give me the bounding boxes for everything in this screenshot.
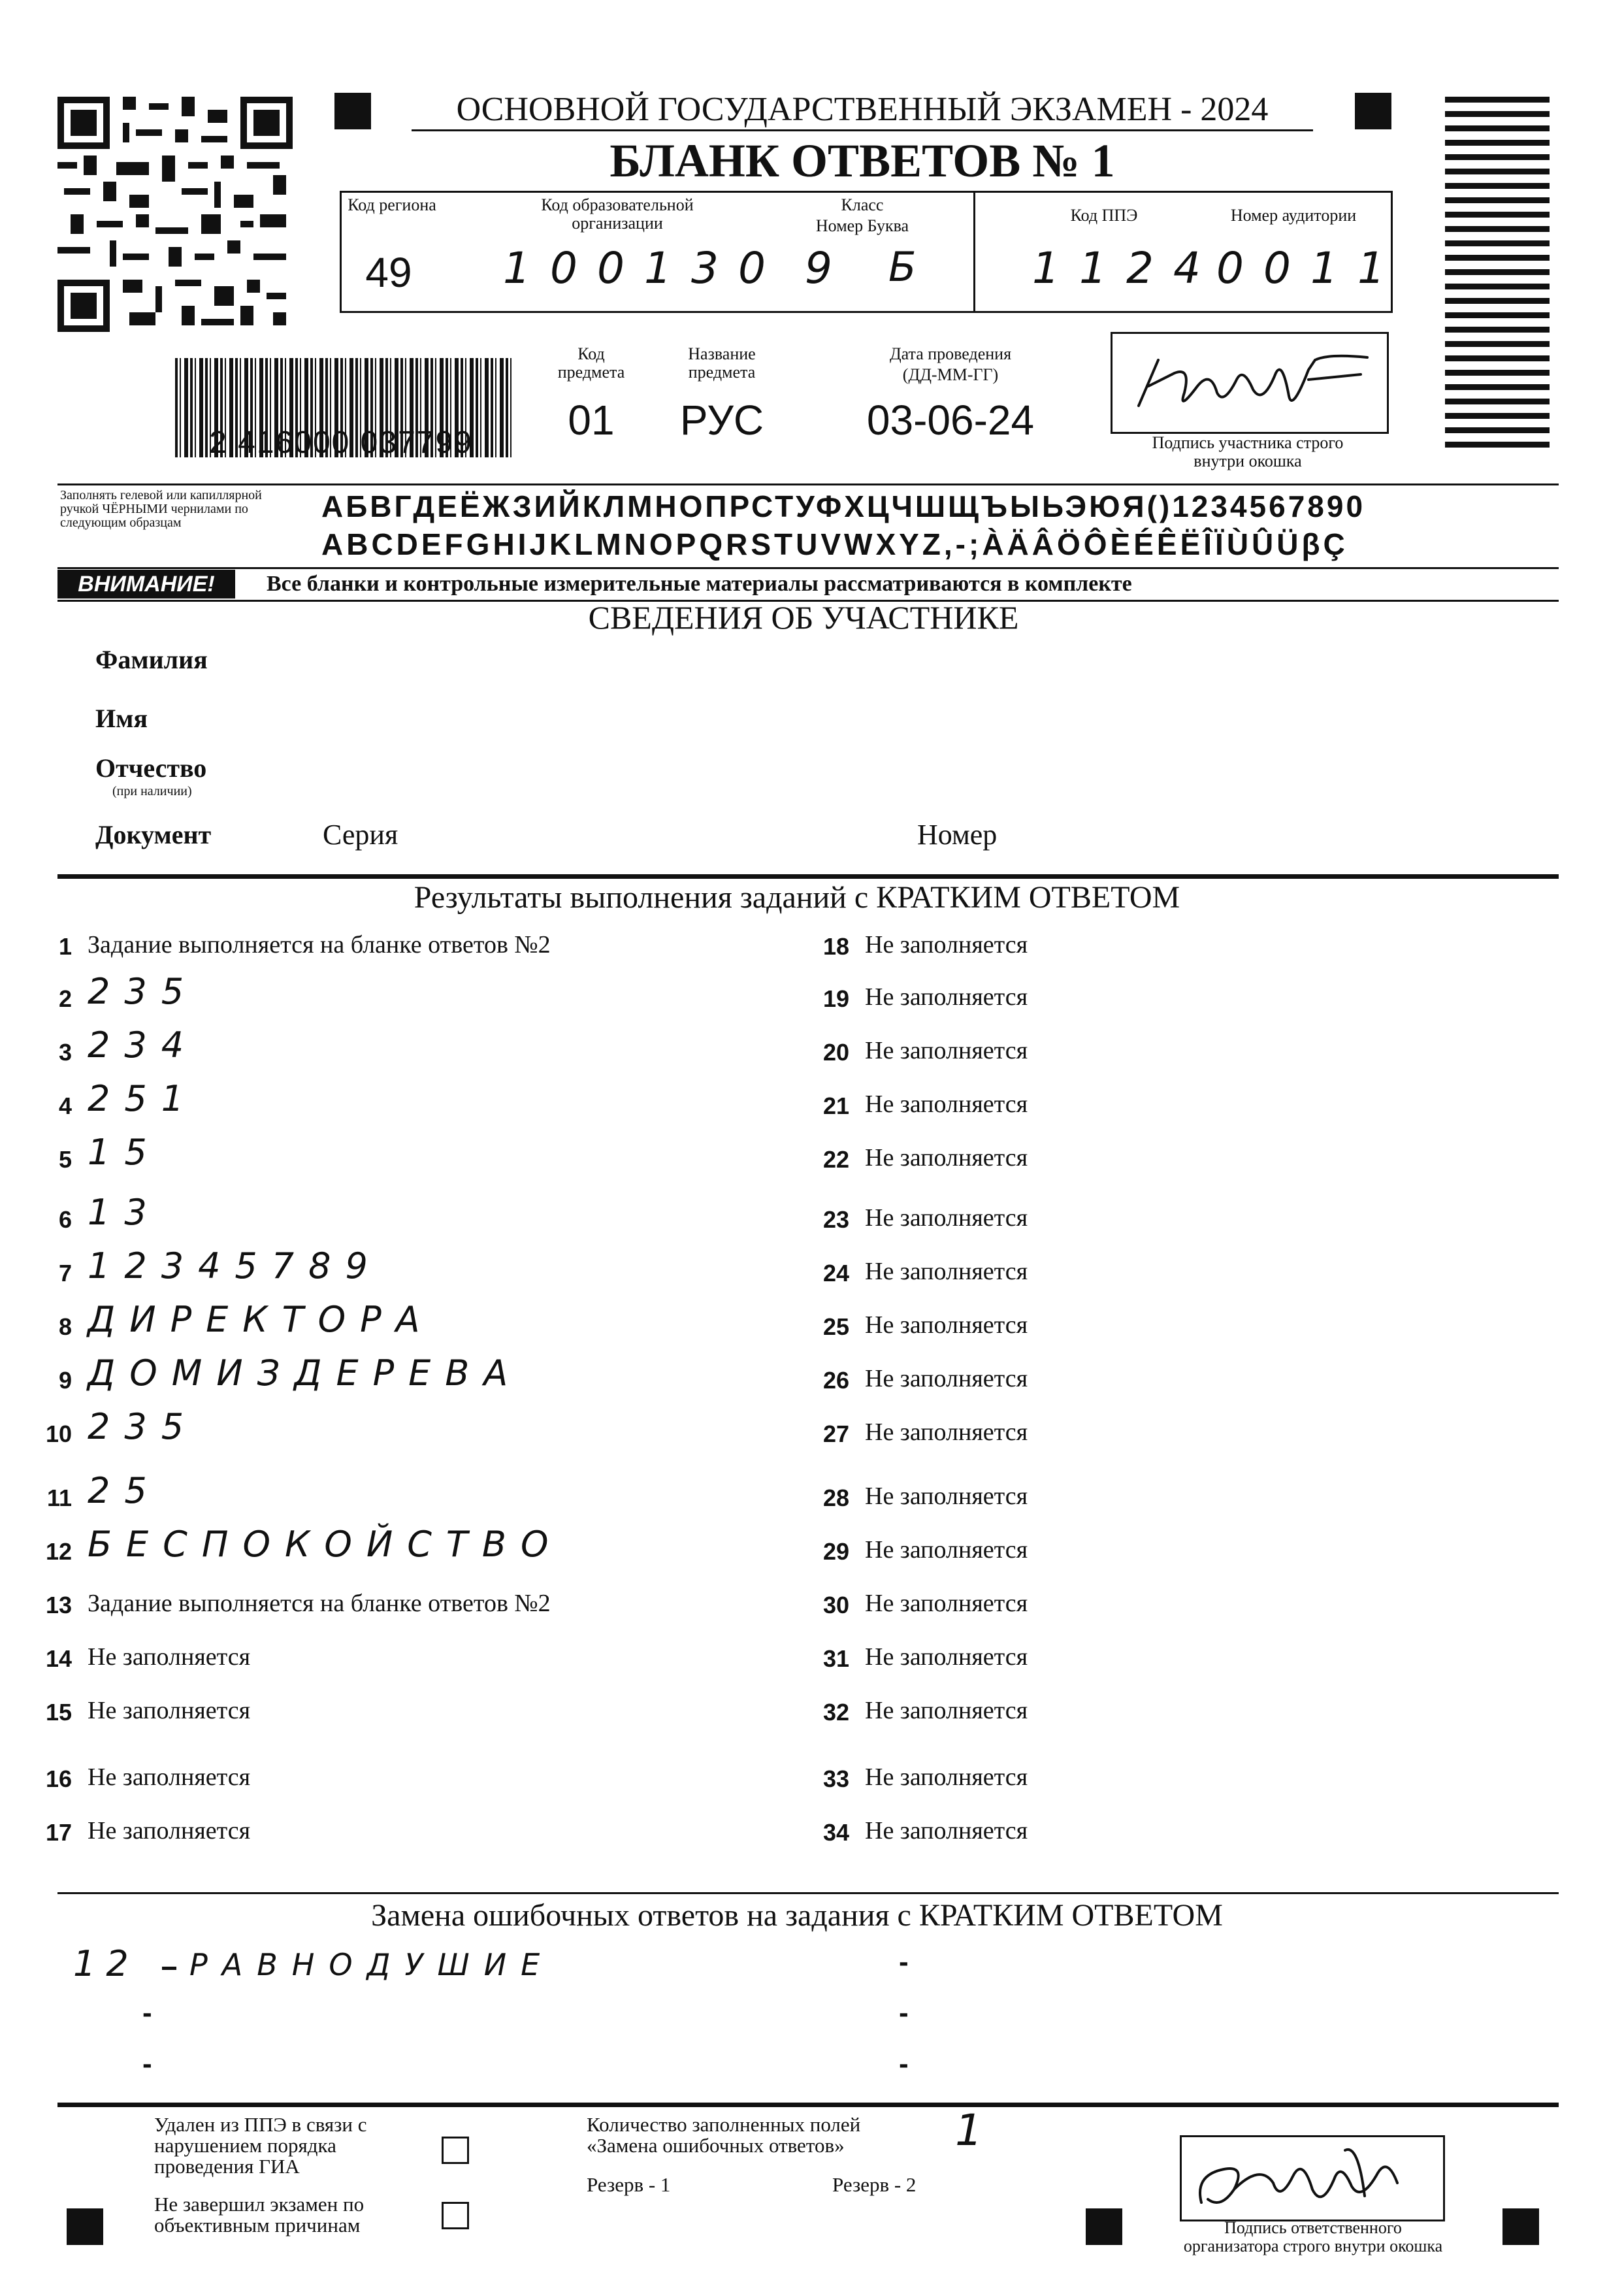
replacement-6-dash[interactable]: - [899,2048,909,2080]
answer-number: 17 [45,1819,72,1846]
participant-section-title: СВЕДЕНИЯ ОБ УЧАСТНИКЕ [588,599,1019,636]
answer-number: 19 [822,985,849,1012]
qr-code [57,97,293,332]
results-bottom-rule [57,1892,1559,1894]
surname-label: Фамилия [95,645,208,674]
answer-number: 3 [58,1039,72,1066]
answer-note: Задание выполняется на бланке ответов №2 [88,931,551,959]
replacement-section-title: Замена ошибочных ответов на задания с КРАТКИМ ОТВЕТОМ [371,1898,1223,1933]
answer-note: Не заполняется [865,1258,1028,1285]
answer-number: 32 [822,1699,849,1726]
answer-number: 21 [822,1092,849,1119]
org-label: Код образовательной организации [541,195,694,233]
answer-number: 26 [822,1367,849,1394]
barcode-number: 2 416000 037799 [209,425,473,460]
answer-value[interactable]: ДОМИЗДЕРЕВА [88,1352,523,1394]
answer-number: 11 [46,1484,72,1511]
answer-note: Не заполняется [865,1418,1028,1446]
series-field[interactable] [418,814,875,855]
answer-note: Не заполняется [865,1763,1028,1791]
alignment-marker-top-right [1355,93,1391,129]
alignment-marker-bottom-left [67,2208,103,2245]
ppe-value: 1124 [1032,243,1220,293]
organizer-signature [1182,2137,1443,2220]
answer-number: 33 [822,1765,849,1792]
answer-number: 1 [58,933,72,960]
ppe-label: Код ППЭ [1070,206,1138,225]
answer-number: 27 [822,1420,849,1447]
sample-top-rule [57,483,1559,485]
fields-box-divider [973,191,975,313]
answer-value[interactable]: 234 [88,1024,199,1066]
patronymic-label: Отчество [95,753,207,783]
date-format: (ДД-ММ-ГГ) [902,365,999,384]
attention-top-rule [57,567,1559,569]
answer-value[interactable]: 235 [88,971,199,1012]
answer-value[interactable]: 251 [88,1078,199,1119]
answer-number: 28 [822,1484,849,1511]
region-label: Код региона [348,195,436,214]
answer-number: 5 [58,1146,72,1173]
answer-number: 24 [822,1260,849,1286]
replacement-1-num[interactable]: 12 [73,1943,139,1984]
replacement-1-value[interactable]: РАВНОДУШИЕ [189,1947,555,1982]
subject-code-label: Код предмета [557,344,625,382]
form-title: БЛАНК ОТВЕТОВ № 1 [609,135,1115,187]
not-finished-checkbox[interactable] [442,2202,469,2229]
fields-box-left [340,191,342,313]
name-field[interactable] [261,699,1535,740]
answer-value[interactable]: ДИРЕКТОРА [88,1299,434,1340]
answer-value[interactable]: 15 [88,1132,161,1173]
reserve-2: Резерв - 2 [832,2173,917,2196]
answer-value[interactable]: БЕСПОКОЙСТВО [88,1524,563,1565]
reserve-1: Резерв - 1 [587,2173,671,2196]
answer-value[interactable]: 235 [88,1406,199,1447]
answer-number: 25 [822,1313,849,1340]
removed-text: Удален из ППЭ в связи с нарушением порядка проведения ГИА [154,2113,367,2178]
answer-note: Не заполняется [865,1037,1028,1064]
not-finished-text: Не завершил экзамен по объективным причинам [154,2193,365,2237]
alignment-marker-bottom-right [1502,2208,1539,2245]
exam-title-underline [412,129,1313,131]
class-label-1: Класс [841,195,884,214]
alignment-marker-top-left [334,93,371,129]
class-number: 9 [805,243,852,293]
answer-number: 4 [58,1092,72,1119]
answer-note: Не заполняется [88,1643,251,1671]
answer-note: Не заполняется [865,1643,1028,1671]
replacement-bottom-rule [57,2103,1559,2107]
series-label: Серия [323,819,398,851]
answer-number: 30 [822,1592,849,1618]
count-label: Количество заполненных полей «Замена ошибочных ответов» [587,2113,861,2157]
answer-number: 2 [58,985,72,1012]
answer-note: Не заполняется [865,1090,1028,1118]
removed-checkbox[interactable] [442,2137,469,2164]
answer-note: Не заполняется [865,931,1028,959]
answer-number: 12 [45,1538,72,1565]
timing-marks [1445,97,1550,450]
answer-note: Не заполняется [88,1817,251,1844]
name-label: Имя [95,704,148,733]
sample-instruction: Заполнять гелевой или капиллярной ручкой ЧЁРНЫМИ чернилами по следующим образцам [60,488,262,530]
answer-note: Не заполняется [88,1763,251,1791]
answer-note: Не заполняется [865,1144,1028,1172]
answer-number: 6 [58,1206,72,1233]
organizer-signature-box[interactable] [1180,2135,1445,2221]
class-letter: Б [888,243,936,291]
answer-number: 34 [822,1819,849,1846]
answer-note: Не заполняется [865,1697,1028,1724]
date-value: 03-06-24 [866,397,1035,444]
replacement-4-dash[interactable]: - [899,1997,909,2029]
answer-note: Не заполняется [865,1311,1028,1339]
answer-value[interactable]: 25 [88,1470,161,1511]
answer-number: 14 [45,1645,72,1672]
subject-name-label: Название предмета [688,344,756,382]
answer-number: 18 [822,933,849,960]
room-value: 0011 [1216,243,1405,293]
answer-note: Не заполняется [865,1483,1028,1510]
participant-signature-caption: Подпись участника строго внутри окошка [1152,433,1344,470]
answer-note: Не заполняется [865,1365,1028,1392]
org-value: 100130 [503,243,785,293]
answer-number: 8 [58,1313,72,1340]
subject-code-value: 01 [568,397,615,444]
answer-note: Не заполняется [865,1817,1028,1844]
organizer-signature-caption: Подпись ответственного организатора строго внутри окошка [1183,2218,1443,2255]
answer-note: Не заполняется [88,1697,251,1724]
answer-number: 29 [822,1538,849,1565]
answer-number: 10 [45,1420,72,1447]
surname-field[interactable] [261,640,1535,681]
fields-box-bottom [340,311,1393,313]
answer-number: 20 [822,1039,849,1066]
number-field[interactable] [1032,814,1542,855]
class-label-2: Номер Буква [815,216,909,235]
sample-row-cyrillic: АБВГДЕЁЖЗИЙКЛМНОПРСТУФХЦЧШЩЪЫЬЭЮЯ()1234567890 [321,489,1366,523]
participant-signature-box[interactable] [1111,332,1389,434]
answer-note: Задание выполняется на бланке ответов №2 [88,1590,551,1617]
alignment-marker-bottom-middle [1086,2208,1122,2245]
answer-number: 31 [822,1645,849,1672]
answer-number: 7 [58,1260,72,1286]
answer-note: Не заполняется [865,983,1028,1011]
answer-number: 22 [822,1146,849,1173]
answer-number: 13 [45,1592,72,1618]
region-value: 49 [365,249,412,296]
answer-note: Не заполняется [865,1204,1028,1232]
patronymic-note: (при наличии) [112,784,192,798]
date-label: Дата проведения [889,344,1012,363]
document-label: Документ [95,820,212,849]
subject-name-value: РУС [679,397,764,444]
answer-value[interactable]: 12345789 [88,1245,382,1286]
answer-note: Не заполняется [865,1590,1028,1617]
attention-badge: ВНИМАНИЕ! [57,570,235,598]
results-section-title: Результаты выполнения заданий с КРАТКИМ ОТВЕТОМ [414,880,1180,915]
sample-row-latin: ABCDEFGHIJKLMNOPQRSTUVWXYZ,-;ÀÄÂÖÔÈÉÊËÎÏÙÛÜβÇ [321,527,1348,561]
attention-text: Все бланки и контрольные измерительные материалы рассматриваются в комплекте [267,572,1132,596]
answer-value[interactable]: 13 [88,1192,161,1233]
replacement-5-dash[interactable]: - [142,2048,152,2080]
replacement-1-separator [162,1967,176,1970]
fields-box-top [340,191,1393,193]
answer-number: 15 [45,1699,72,1726]
participant-signature [1112,334,1387,432]
patronymic-field[interactable] [261,751,1535,792]
number-label: Номер [917,819,998,851]
answer-note: Не заполняется [865,1536,1028,1564]
participant-bottom-rule [57,874,1559,879]
answer-number: 16 [45,1765,72,1792]
replacement-3-dash[interactable]: - [142,1997,152,2029]
exam-title: ОСНОВНОЙ ГОСУДАРСТВЕННЫЙ ЭКЗАМЕН - 2024 [456,91,1269,128]
answer-number: 9 [58,1367,72,1394]
replacement-2-dash[interactable]: - [899,1946,909,1978]
answer-number: 23 [822,1206,849,1233]
room-label: Номер аудитории [1230,206,1357,225]
count-value[interactable]: 1 [955,2105,1002,2155]
